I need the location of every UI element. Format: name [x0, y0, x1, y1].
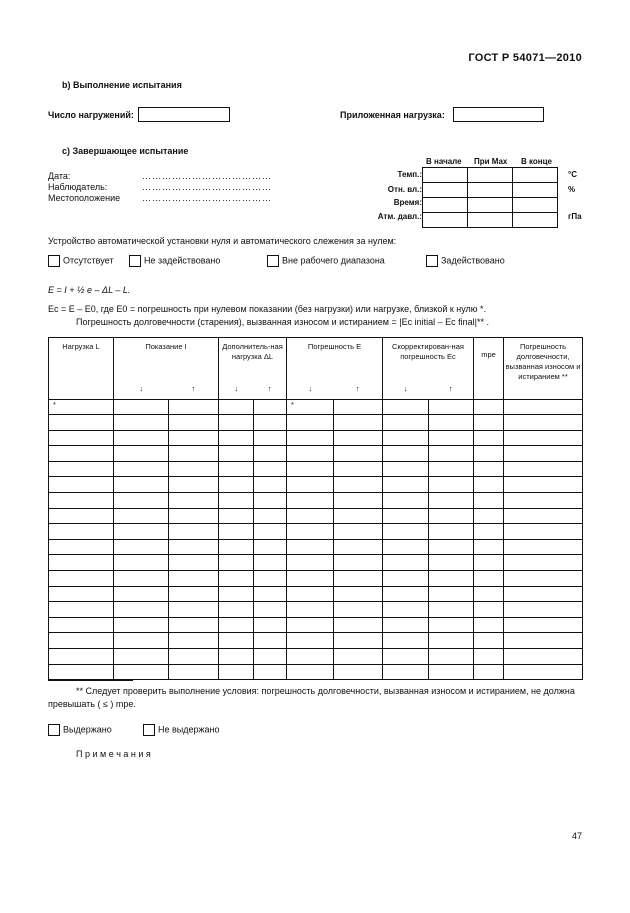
table-cell[interactable]	[383, 477, 429, 493]
table-row	[49, 570, 583, 586]
loads-field[interactable]	[138, 107, 230, 122]
star-mark: *	[287, 400, 334, 415]
table-cell[interactable]	[49, 633, 114, 649]
table-cell[interactable]	[169, 633, 219, 649]
table-cell[interactable]	[169, 539, 219, 555]
table-cell[interactable]	[474, 446, 504, 462]
table-cell[interactable]	[49, 477, 114, 493]
table-cell[interactable]	[114, 492, 169, 508]
table-cell[interactable]	[254, 586, 287, 602]
table-cell[interactable]	[287, 586, 334, 602]
table-cell[interactable]	[287, 602, 334, 618]
formula-error: E = I + ½ e – ΔL – L.	[48, 285, 131, 295]
section-b-title: b) Выполнение испытания	[62, 80, 182, 90]
table-cell[interactable]	[429, 477, 474, 493]
table-cell[interactable]	[114, 617, 169, 633]
cond-cell[interactable]	[423, 183, 468, 198]
table-cell[interactable]	[429, 633, 474, 649]
table-cell[interactable]	[504, 602, 583, 618]
table-cell[interactable]	[334, 617, 383, 633]
conditions-grid	[422, 167, 558, 228]
table-cell[interactable]	[254, 430, 287, 446]
cond-cell[interactable]	[468, 198, 513, 213]
cond-cell[interactable]	[513, 198, 558, 213]
table-row	[49, 461, 583, 477]
table-row	[49, 400, 583, 415]
table-cell[interactable]	[504, 664, 583, 680]
table-cell[interactable]	[49, 461, 114, 477]
table-cell[interactable]	[504, 430, 583, 446]
table-cell[interactable]	[287, 415, 334, 431]
arrow-up-icon: ↑	[429, 378, 474, 400]
standard-header: ГОСТ Р 54071—2010	[468, 52, 582, 64]
table-cell[interactable]	[334, 492, 383, 508]
section-c-title: c) Завершающее испытание	[62, 146, 189, 156]
table-cell[interactable]	[504, 539, 583, 555]
table-cell[interactable]	[169, 446, 219, 462]
table-cell[interactable]	[114, 446, 169, 462]
table-cell[interactable]	[504, 633, 583, 649]
date-label: Дата:	[48, 171, 71, 181]
table-row	[49, 648, 583, 664]
table-cell[interactable]	[49, 539, 114, 555]
header-load: Нагрузка L	[49, 338, 114, 400]
result-passed[interactable]	[48, 724, 112, 736]
option-absent[interactable]	[48, 255, 113, 267]
table-cell[interactable]	[219, 477, 254, 493]
table-cell[interactable]	[334, 415, 383, 431]
table-row	[49, 524, 583, 540]
arrow-down-icon: ↓	[287, 378, 334, 400]
table-cell[interactable]	[169, 508, 219, 524]
table-cell[interactable]	[474, 524, 504, 540]
table-cell[interactable]	[429, 602, 474, 618]
table-cell[interactable]	[114, 570, 169, 586]
header-mpe: mpe	[474, 338, 504, 400]
checkbox[interactable]	[48, 724, 60, 736]
table-cell[interactable]	[219, 524, 254, 540]
table-cell[interactable]	[114, 633, 169, 649]
cond-header-end: В конце	[521, 157, 552, 166]
table-cell[interactable]	[287, 664, 334, 680]
cond-cell[interactable]	[423, 213, 468, 228]
table-cell[interactable]	[287, 633, 334, 649]
date-field[interactable]: …………………………………	[142, 171, 272, 181]
table-cell[interactable]	[169, 602, 219, 618]
arrow-up-icon: ↑	[334, 378, 383, 400]
cond-cell[interactable]	[513, 213, 558, 228]
table-cell[interactable]	[49, 586, 114, 602]
checkbox[interactable]	[267, 255, 279, 267]
table-cell[interactable]	[383, 633, 429, 649]
table-cell[interactable]	[429, 570, 474, 586]
table-row	[49, 415, 583, 431]
table-cell[interactable]	[429, 492, 474, 508]
table-cell[interactable]	[334, 461, 383, 477]
table-cell[interactable]	[334, 602, 383, 618]
checkbox[interactable]	[143, 724, 155, 736]
option-engaged[interactable]	[426, 255, 505, 267]
table-cell[interactable]	[219, 415, 254, 431]
table-cell[interactable]	[504, 524, 583, 540]
cond-cell[interactable]	[468, 183, 513, 198]
table-cell[interactable]	[254, 602, 287, 618]
table-cell[interactable]	[504, 617, 583, 633]
table-cell[interactable]	[474, 461, 504, 477]
table-cell[interactable]	[169, 477, 219, 493]
table-cell[interactable]	[429, 461, 474, 477]
applied-load-label: Приложенная нагрузка:	[340, 110, 445, 120]
table-cell[interactable]	[287, 555, 334, 571]
table-cell[interactable]	[254, 524, 287, 540]
table-cell[interactable]	[334, 570, 383, 586]
table-cell[interactable]	[474, 570, 504, 586]
table-row	[49, 430, 583, 446]
table-cell[interactable]	[114, 664, 169, 680]
location-field[interactable]: …………………………………	[142, 193, 272, 203]
table-cell[interactable]	[114, 461, 169, 477]
star-mark: *	[49, 400, 114, 415]
table-cell[interactable]	[254, 477, 287, 493]
table-cell[interactable]	[504, 508, 583, 524]
table-cell[interactable]	[219, 633, 254, 649]
table-row	[49, 602, 583, 618]
table-cell[interactable]	[219, 446, 254, 462]
table-cell[interactable]	[49, 602, 114, 618]
applied-load-field[interactable]	[453, 107, 544, 122]
table-cell[interactable]	[474, 400, 504, 415]
table-cell[interactable]	[287, 461, 334, 477]
option-not-engaged[interactable]	[129, 255, 220, 267]
table-cell[interactable]	[49, 570, 114, 586]
notes-title: П р и м е ч а н и я	[76, 749, 151, 759]
table-cell[interactable]	[383, 492, 429, 508]
footnote-text: ** Следует проверить выполнение условия: погрешность долговечности, вызванная износом и истиранием, не должна превышать ( ≤ ) mpe.	[48, 686, 575, 709]
cond-unit-humidity: %	[568, 185, 576, 194]
loads-label: Число нагружений:	[48, 110, 134, 120]
table-cell[interactable]	[383, 539, 429, 555]
observer-field[interactable]: …………………………………	[142, 182, 272, 192]
table-cell[interactable]	[334, 524, 383, 540]
observer-label: Наблюдатель:	[48, 182, 108, 192]
table-cell[interactable]	[504, 415, 583, 431]
table-cell[interactable]	[429, 664, 474, 680]
table-cell[interactable]	[114, 586, 169, 602]
table-cell[interactable]	[474, 508, 504, 524]
table-cell[interactable]	[114, 415, 169, 431]
table-cell[interactable]	[169, 648, 219, 664]
table-header-row	[49, 338, 583, 378]
table-cell[interactable]	[474, 430, 504, 446]
option-label: Вне рабочего диапазона	[282, 255, 385, 266]
table-cell[interactable]	[254, 648, 287, 664]
table-cell[interactable]	[219, 664, 254, 680]
table-cell[interactable]	[287, 524, 334, 540]
cond-label-temp: Темп.:	[397, 170, 422, 179]
table-cell[interactable]	[254, 446, 287, 462]
table-cell[interactable]	[383, 570, 429, 586]
table-cell[interactable]	[383, 648, 429, 664]
table-cell[interactable]	[429, 555, 474, 571]
table-cell[interactable]	[49, 492, 114, 508]
zero-device-title: Устройство автоматической установки нуля и автоматического слежения за нулем:	[48, 236, 397, 246]
arrow-down-icon: ↓	[219, 378, 254, 400]
location-label: Местоположение	[48, 193, 121, 203]
table-cell[interactable]	[254, 400, 287, 415]
table-row	[49, 492, 583, 508]
cond-cell[interactable]	[423, 168, 468, 183]
table-row	[49, 539, 583, 555]
table-cell[interactable]	[114, 539, 169, 555]
cond-cell[interactable]	[468, 168, 513, 183]
table-cell[interactable]	[254, 617, 287, 633]
table-cell[interactable]	[254, 415, 287, 431]
checkbox[interactable]	[129, 255, 141, 267]
table-cell[interactable]	[169, 524, 219, 540]
table-cell[interactable]	[429, 508, 474, 524]
table-cell[interactable]	[383, 555, 429, 571]
table-cell[interactable]	[169, 617, 219, 633]
header-indication: Показание I	[114, 338, 219, 378]
table-cell[interactable]	[219, 492, 254, 508]
table-cell[interactable]	[254, 508, 287, 524]
table-cell[interactable]	[49, 555, 114, 571]
table-cell[interactable]	[383, 461, 429, 477]
table-cell[interactable]	[334, 400, 383, 415]
table-cell[interactable]	[383, 508, 429, 524]
table-cell[interactable]	[334, 508, 383, 524]
table-cell[interactable]	[287, 539, 334, 555]
table-cell[interactable]	[504, 648, 583, 664]
table-cell[interactable]	[334, 648, 383, 664]
table-cell[interactable]	[429, 415, 474, 431]
cond-label-time: Время:	[393, 198, 422, 207]
table-row	[49, 508, 583, 524]
table-cell[interactable]	[114, 508, 169, 524]
table-cell[interactable]	[504, 400, 583, 415]
table-cell[interactable]	[504, 570, 583, 586]
cond-unit-pressure: гПа	[568, 212, 582, 221]
table-cell[interactable]	[254, 492, 287, 508]
table-cell[interactable]	[383, 400, 429, 415]
table-cell[interactable]	[254, 633, 287, 649]
result-label: Не выдержано	[158, 724, 220, 735]
table-cell[interactable]	[474, 633, 504, 649]
cond-header-start: В начале	[426, 157, 462, 166]
checkbox[interactable]	[48, 255, 60, 267]
table-cell[interactable]	[49, 430, 114, 446]
cond-unit-temp: °C	[568, 170, 577, 179]
table-cell[interactable]	[169, 400, 219, 415]
table-cell[interactable]	[334, 430, 383, 446]
option-out-of-range[interactable]	[267, 255, 385, 267]
table-body	[49, 415, 583, 680]
table-cell[interactable]	[474, 555, 504, 571]
table-cell[interactable]	[504, 492, 583, 508]
table-cell[interactable]	[287, 446, 334, 462]
page-number: 47	[571, 831, 582, 841]
table-cell[interactable]	[429, 400, 474, 415]
header-corrected-error: Скорректирован-ная погрешность Ec	[383, 338, 474, 378]
table-cell[interactable]	[383, 664, 429, 680]
table-cell[interactable]	[287, 492, 334, 508]
option-label: Задействовано	[441, 255, 505, 266]
table-cell[interactable]	[474, 648, 504, 664]
arrow-down-icon: ↓	[114, 378, 169, 400]
table-cell[interactable]	[287, 477, 334, 493]
table-cell[interactable]	[114, 400, 169, 415]
table-cell[interactable]	[219, 400, 254, 415]
table-cell[interactable]	[169, 415, 219, 431]
table-cell[interactable]	[219, 648, 254, 664]
table-cell[interactable]	[474, 477, 504, 493]
table-cell[interactable]	[429, 586, 474, 602]
table-row	[49, 617, 583, 633]
table-cell[interactable]	[49, 524, 114, 540]
table-cell[interactable]	[334, 664, 383, 680]
table-cell[interactable]	[383, 415, 429, 431]
table-cell[interactable]	[49, 664, 114, 680]
table-cell[interactable]	[169, 555, 219, 571]
arrow-up-icon: ↑	[169, 378, 219, 400]
table-cell[interactable]	[334, 633, 383, 649]
table-row	[49, 477, 583, 493]
table-cell[interactable]	[114, 555, 169, 571]
cond-cell[interactable]	[423, 198, 468, 213]
table-cell[interactable]	[254, 570, 287, 586]
header-additional-load: Дополнитель-ная нагрузка ΔL	[219, 338, 287, 378]
table-cell[interactable]	[383, 524, 429, 540]
table-cell[interactable]	[114, 430, 169, 446]
table-cell[interactable]	[219, 539, 254, 555]
result-failed[interactable]	[143, 724, 220, 736]
footnote-divider	[48, 680, 133, 681]
table-row	[49, 633, 583, 649]
table-cell[interactable]	[219, 508, 254, 524]
table-cell[interactable]	[474, 586, 504, 602]
table-cell[interactable]	[219, 570, 254, 586]
formula-corrected: Ec = E – E0, где E0 = погрешность при нулевом показании (без нагрузки) или нагрузке, близкой к нулю *.	[48, 304, 487, 314]
table-cell[interactable]	[429, 617, 474, 633]
table-cell[interactable]	[334, 446, 383, 462]
table-row	[49, 664, 583, 680]
table-cell[interactable]	[429, 648, 474, 664]
table-cell[interactable]	[383, 602, 429, 618]
table-cell[interactable]	[334, 539, 383, 555]
table-cell[interactable]	[474, 664, 504, 680]
table-cell[interactable]	[219, 555, 254, 571]
table-cell[interactable]	[49, 446, 114, 462]
table-cell[interactable]	[169, 492, 219, 508]
table-cell[interactable]	[504, 461, 583, 477]
table-cell[interactable]	[474, 492, 504, 508]
table-cell[interactable]	[114, 524, 169, 540]
table-cell[interactable]	[383, 430, 429, 446]
table-cell[interactable]	[383, 617, 429, 633]
table-cell[interactable]	[429, 446, 474, 462]
checkbox[interactable]	[426, 255, 438, 267]
table-cell[interactable]	[219, 461, 254, 477]
table-cell[interactable]	[169, 664, 219, 680]
table-cell[interactable]	[114, 648, 169, 664]
table-cell[interactable]	[429, 430, 474, 446]
table-cell[interactable]	[429, 539, 474, 555]
table-cell[interactable]	[49, 415, 114, 431]
table-cell[interactable]	[287, 508, 334, 524]
table-cell[interactable]	[287, 430, 334, 446]
formula-durability: Погрешность долговечности (старения), вызванная износом и истиранием = |Ec initial – Ec final|** .	[76, 317, 489, 327]
table-cell[interactable]	[474, 602, 504, 618]
table-cell[interactable]	[474, 617, 504, 633]
table-cell[interactable]	[287, 648, 334, 664]
table-cell[interactable]	[254, 664, 287, 680]
table-cell[interactable]	[254, 555, 287, 571]
table-cell[interactable]	[474, 539, 504, 555]
arrow-down-icon: ↓	[383, 378, 429, 400]
table-cell[interactable]	[169, 570, 219, 586]
cond-label-humidity: Отн. вл.:	[387, 185, 422, 194]
table-cell[interactable]	[219, 602, 254, 618]
table-cell[interactable]	[254, 461, 287, 477]
table-cell[interactable]	[49, 617, 114, 633]
table-row	[49, 586, 583, 602]
table-cell[interactable]	[334, 477, 383, 493]
table-cell[interactable]	[504, 446, 583, 462]
table-cell[interactable]	[219, 586, 254, 602]
header-error: Погрешность E	[287, 338, 383, 378]
table-cell[interactable]	[114, 602, 169, 618]
table-cell[interactable]	[49, 508, 114, 524]
table-cell[interactable]	[504, 477, 583, 493]
table-cell[interactable]	[383, 446, 429, 462]
table-cell[interactable]	[49, 648, 114, 664]
table-cell[interactable]	[287, 570, 334, 586]
cond-cell[interactable]	[513, 183, 558, 198]
cond-label-pressure: Атм. давл.:	[377, 212, 422, 221]
results-table	[48, 337, 583, 680]
table-cell[interactable]	[219, 430, 254, 446]
table-cell[interactable]	[334, 555, 383, 571]
table-cell[interactable]	[504, 586, 583, 602]
result-label: Выдержано	[63, 724, 112, 735]
table-cell[interactable]	[334, 586, 383, 602]
table-cell[interactable]	[474, 415, 504, 431]
table-cell[interactable]	[504, 555, 583, 571]
table-cell[interactable]	[169, 461, 219, 477]
cond-cell[interactable]	[513, 168, 558, 183]
option-label: Не задействовано	[144, 255, 221, 266]
option-label: Отсутствует	[63, 255, 114, 266]
table-row	[49, 555, 583, 571]
cond-cell[interactable]	[468, 213, 513, 228]
table-row	[49, 446, 583, 462]
table-cell[interactable]	[287, 617, 334, 633]
table-cell[interactable]	[169, 586, 219, 602]
header-durability: Погрешность долговечности, вызванная износом и истиранием **	[504, 338, 583, 400]
arrow-up-icon: ↑	[254, 378, 287, 400]
table-cell[interactable]	[254, 539, 287, 555]
table-cell[interactable]	[114, 477, 169, 493]
table-cell[interactable]	[219, 617, 254, 633]
table-cell[interactable]	[429, 524, 474, 540]
table-cell[interactable]	[169, 430, 219, 446]
cond-header-max: При Max	[474, 157, 508, 166]
table-cell[interactable]	[383, 586, 429, 602]
